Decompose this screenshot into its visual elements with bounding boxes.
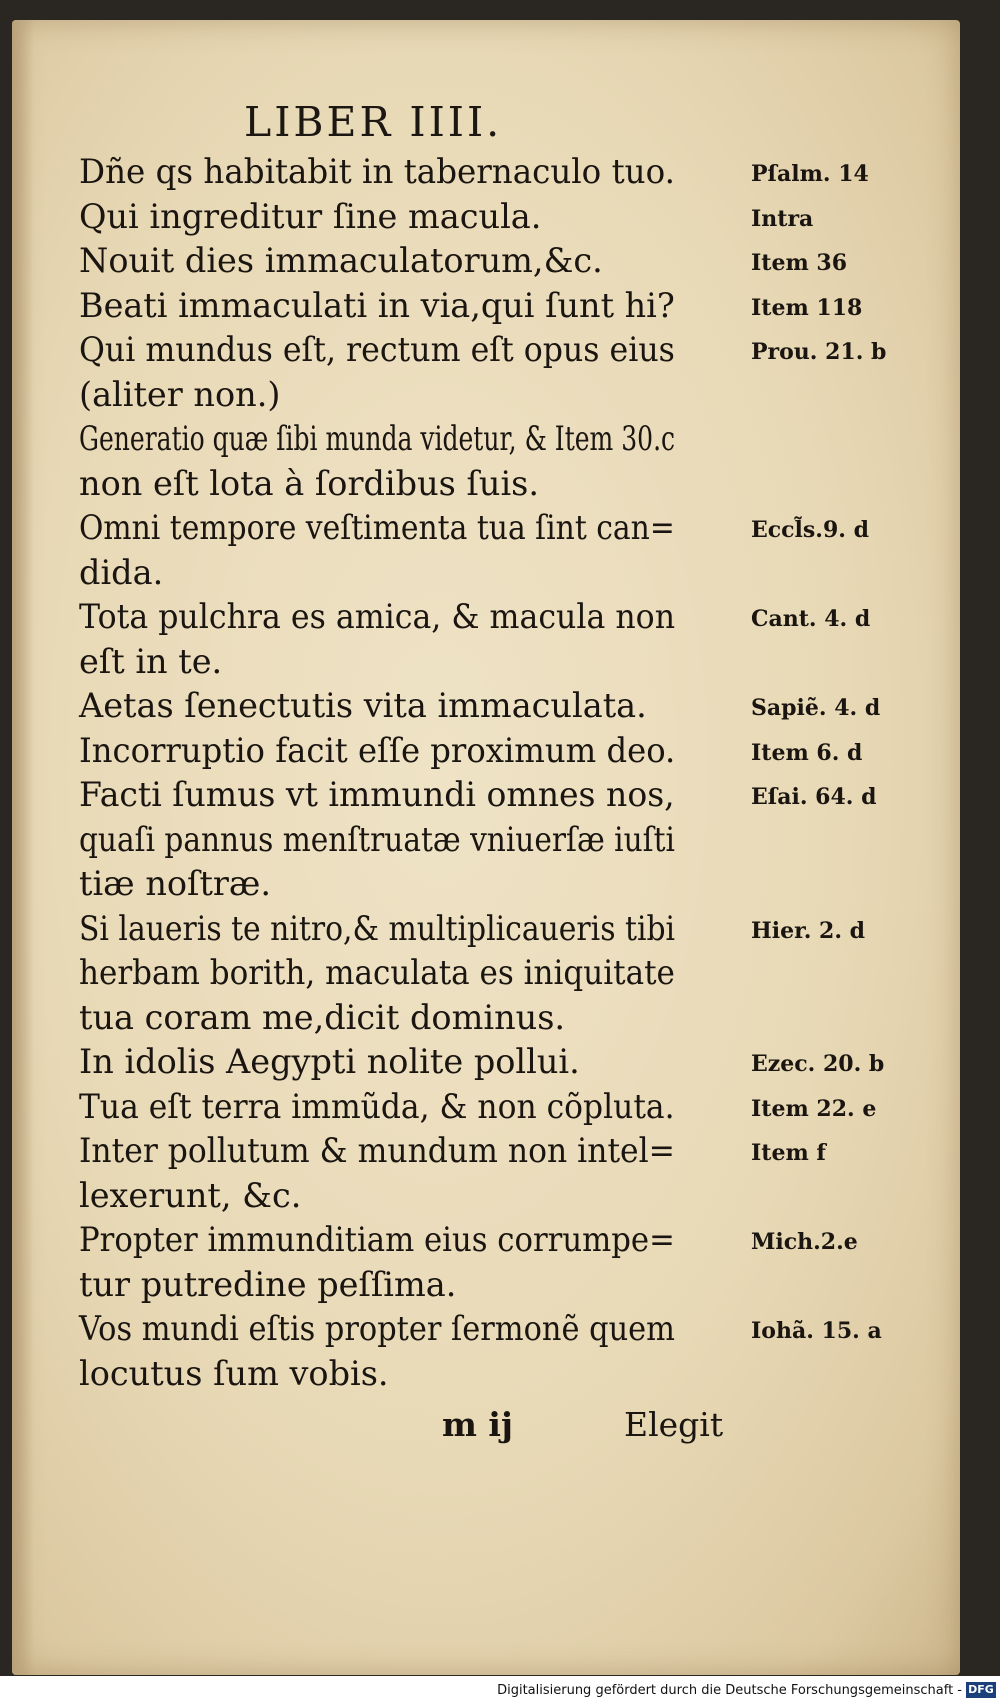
text-line [79,239,959,284]
text-line [79,284,959,329]
line-text: (aliter non.) [79,374,281,414]
line-text: tur putredine peſſima. [79,1264,457,1304]
line-text: tua coram me,dicit dominus. [79,997,566,1037]
margin-reference: Intra [751,205,814,232]
text-line [79,951,959,996]
signature-mark: m ij [442,1405,513,1444]
margin-reference: Item 6. d [751,739,863,766]
line-text: Beati immaculati in via,qui ſunt hi? [79,285,675,325]
text-line [79,1129,959,1174]
line-text: Facti ſumus vt immundi omnes nos, [79,775,675,814]
line-text: tiæ noſtræ. [79,864,272,903]
margin-reference: Item 118 [751,294,863,321]
text-line [79,684,959,729]
text-line [79,1352,959,1397]
text-line [79,595,959,640]
line-text: Tota pulchra es amica, & macula non [79,597,676,636]
line-text: Propter immunditiam eius corrumpe= [79,1220,675,1259]
line-text: eſt in te. [79,641,223,681]
line-text: In idolis Aegypti nolite pollui. [79,1042,580,1081]
line-text: Qui mundus eſt, rectum eſt opus eius [79,330,675,369]
line-text: Inter pollutum & mundum non intel= [79,1131,675,1170]
text-line [79,996,959,1041]
line-text: quaſi pannus menſtruatæ vniuerſæ iuſti [79,819,675,859]
line-text: Incorruptio facit eſſe proximum deo. [79,730,676,770]
text-line [79,417,959,462]
margin-reference: Pſalm. 14 [751,161,869,187]
text-line [79,640,959,685]
line-text: dida. [79,552,164,592]
text-line [79,1174,959,1219]
margin-reference: Item 36 [751,250,848,276]
text-line [79,1307,959,1352]
line-text: Vos mundi eſtis propter ſermonẽ quem [79,1309,675,1348]
margin-reference: Item 22. e [751,1095,877,1122]
text-line [79,462,959,507]
text-line [79,1263,959,1308]
running-header: LIBER IIII. [244,98,503,146]
text-line [79,729,959,774]
line-text: Qui ingreditur ſine macula. [79,196,542,236]
line-text: Nouit dies immaculatorum,&c. [79,241,603,280]
catchword: Elegit [624,1405,724,1444]
digitization-credit: Digitalisierung gefördert durch die Deutsche Forschungsgemeinschaft - [497,1683,962,1698]
dfg-logo: DFG [966,1682,996,1698]
line-text: herbam borith, maculata es iniquitate [79,953,675,992]
margin-reference: Eſai. 64. d [751,784,877,810]
paper-leaf [12,20,960,1675]
text-line [79,818,959,863]
line-text: locutus ſum vobis. [79,1353,389,1393]
credit-bar [0,1676,1000,1703]
line-text: lexerunt, &c. [79,1175,302,1215]
text-line [79,328,959,373]
text-line [79,551,959,596]
margin-reference: Sapiẽ. 4. d [751,695,881,721]
margin-reference: Hier. 2. d [751,917,866,944]
line-text: Dñe qs habitabit in tabernaculo tuo. [79,152,675,191]
margin-reference: Mich.2.e [751,1229,858,1255]
margin-reference: Prou. 21. b [751,339,887,365]
margin-reference: Eccl̃s.9. d [751,517,869,543]
text-line [79,1040,959,1085]
text-line [79,773,959,818]
line-text: Si laueris te nitro,& multiplicaueris tibi [79,908,676,948]
text-line [79,907,959,952]
page-gutter [12,20,34,1675]
text-line [79,1085,959,1130]
line-text: Tua eſt terra immũda, & non cõpluta. [79,1086,675,1126]
text-line [79,150,959,195]
text-line [79,506,959,551]
line-text: Generatio quæ ſibi munda videtur, & Item 30.c [79,419,676,458]
line-text: Aetas ſenectutis vita immaculata. [79,686,647,725]
margin-reference: Ezec. 20. b [751,1051,885,1077]
margin-reference: Item f [751,1140,826,1166]
margin-reference: Iohã. 15. a [751,1318,882,1344]
text-block [79,150,959,1396]
text-line [79,862,959,907]
text-line [79,373,959,418]
line-text: non eſt lota à ſordibus ſuis. [79,463,540,503]
text-line [79,195,959,240]
line-text: Omni tempore veſtimenta tua ſint can= [79,508,675,547]
text-line [79,1218,959,1263]
margin-reference: Cant. 4. d [751,606,871,632]
